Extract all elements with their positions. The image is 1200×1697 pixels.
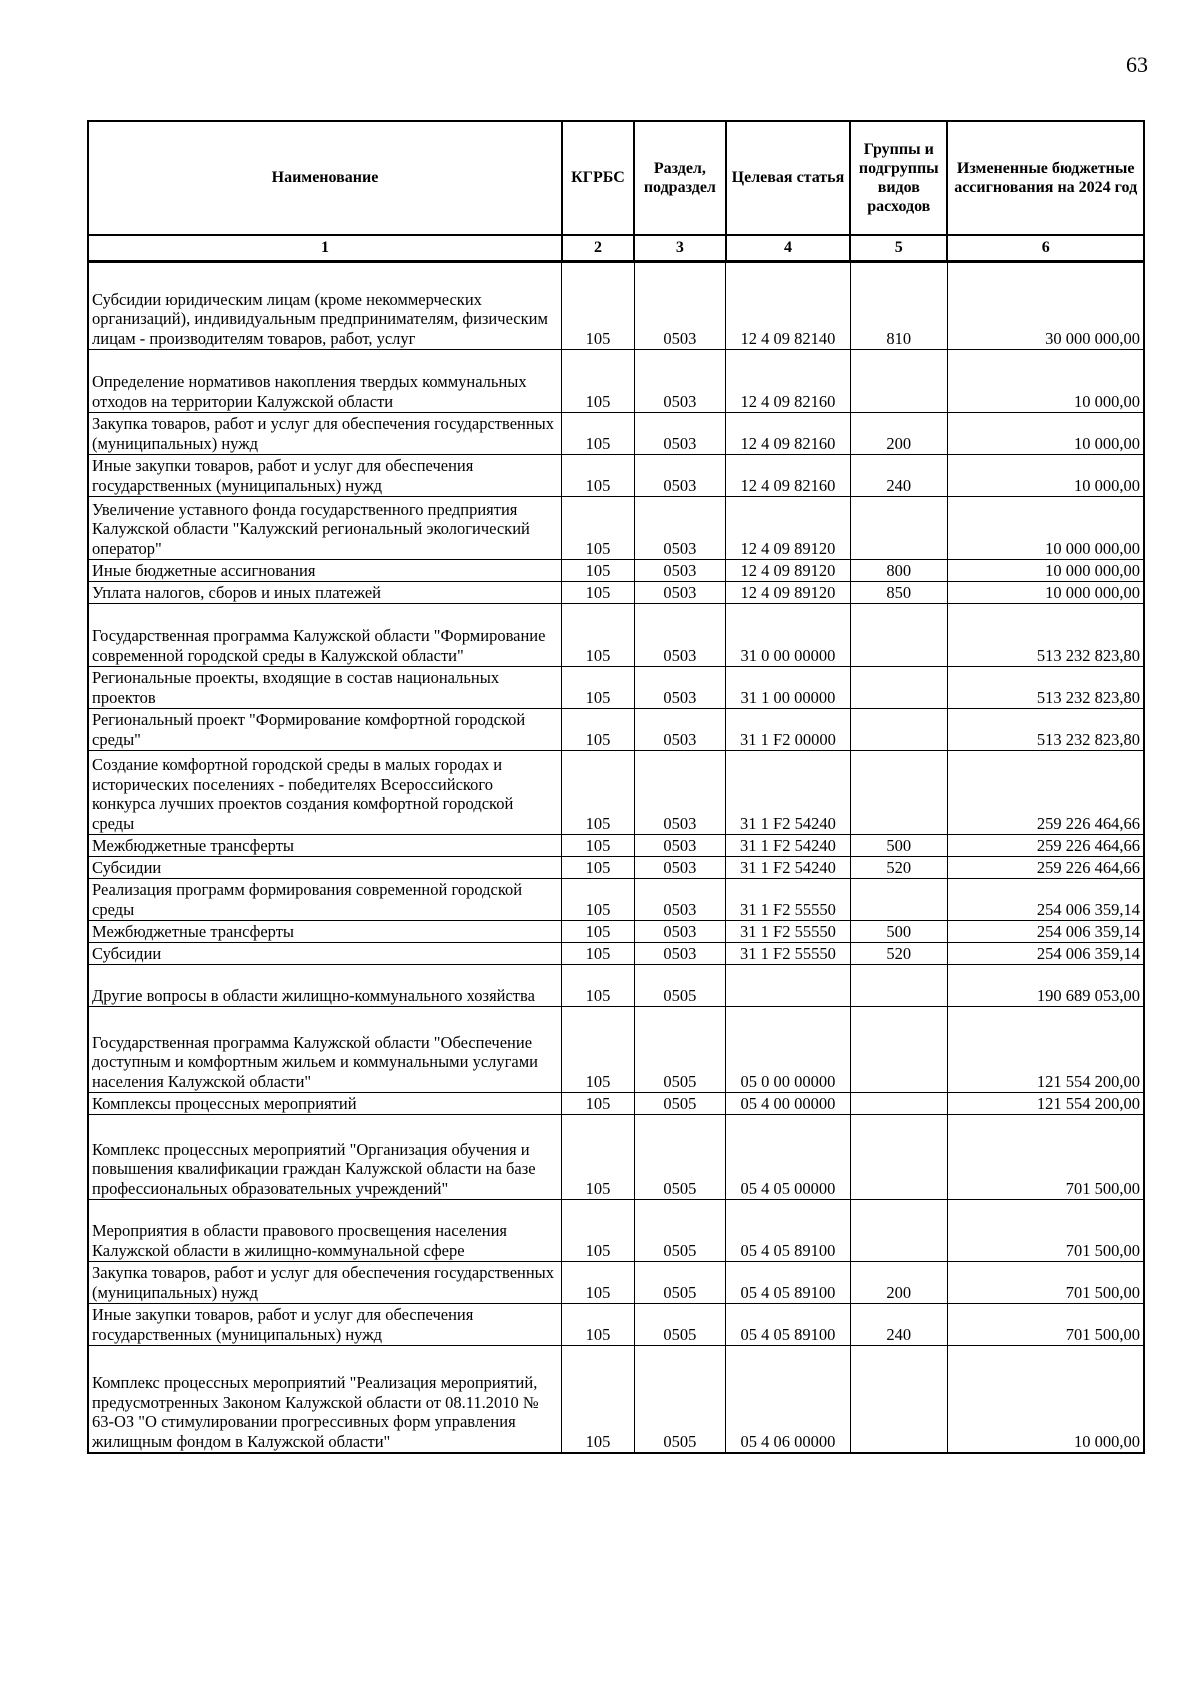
cell-kgrbs: 105 (562, 604, 634, 667)
cell-amount: 259 226 464,66 (947, 751, 1144, 835)
column-number-row (88, 235, 1144, 262)
table-row (88, 879, 1144, 921)
cell-expense-type (850, 1007, 947, 1093)
cell-target-article: 31 1 F2 54240 (726, 751, 850, 835)
cell-kgrbs: 105 (562, 413, 634, 455)
cell-kgrbs: 105 (562, 1346, 634, 1454)
cell-target-article: 12 4 09 89120 (726, 582, 850, 604)
table-row (88, 1200, 1144, 1262)
cell-target-article (726, 965, 850, 1007)
cell-expense-type (850, 965, 947, 1007)
cell-name: Субсидии юридическим лицам (кроме некоммерческих организаций), индивидуальным предпринимателям, физическим лицам - производителям товаров, работ, услуг (88, 262, 562, 350)
cell-section: 0503 (634, 921, 726, 943)
cell-section: 0505 (634, 1304, 726, 1346)
cell-target-article: 05 4 00 00000 (726, 1093, 850, 1115)
cell-target-article: 12 4 09 82160 (726, 350, 850, 413)
cell-kgrbs: 105 (562, 1200, 634, 1262)
cell-target-article: 31 0 00 00000 (726, 604, 850, 667)
cell-section: 0503 (634, 604, 726, 667)
cell-expense-type: 200 (850, 1262, 947, 1304)
cell-name: Государственная программа Калужской области "Обеспечение доступным и комфортным жильем и коммунальными услугами населения Калужской области" (88, 1007, 562, 1093)
cell-name: Создание комфортной городской среды в малых городах и исторических поселениях - победителях Всероссийского конкурса лучших проектов создания комфортной городской среды (88, 751, 562, 835)
cell-expense-type (850, 350, 947, 413)
cell-expense-type (850, 709, 947, 751)
header-expense-type: Группы и подгруппы видов расходов (850, 121, 947, 235)
cell-kgrbs: 105 (562, 582, 634, 604)
cell-expense-type: 810 (850, 262, 947, 350)
cell-amount: 701 500,00 (947, 1304, 1144, 1346)
header-section: Раздел, подраздел (634, 121, 726, 235)
cell-amount: 121 554 200,00 (947, 1093, 1144, 1115)
cell-amount: 701 500,00 (947, 1262, 1144, 1304)
cell-name: Иные бюджетные ассигнования (88, 560, 562, 582)
cell-section: 0505 (634, 1200, 726, 1262)
cell-name: Закупка товаров, работ и услуг для обеспечения государственных (муниципальных) нужд (88, 1262, 562, 1304)
cell-amount: 259 226 464,66 (947, 835, 1144, 857)
cell-target-article: 31 1 F2 54240 (726, 835, 850, 857)
table-row (88, 560, 1144, 582)
cell-kgrbs: 105 (562, 943, 634, 965)
cell-section: 0503 (634, 413, 726, 455)
cell-expense-type: 520 (850, 943, 947, 965)
cell-amount: 10 000,00 (947, 350, 1144, 413)
cell-amount: 513 232 823,80 (947, 667, 1144, 709)
table-row (88, 943, 1144, 965)
column-number: 3 (634, 235, 726, 262)
cell-target-article: 31 1 F2 55550 (726, 921, 850, 943)
cell-name: Комплексы процессных мероприятий (88, 1093, 562, 1115)
cell-expense-type (850, 1200, 947, 1262)
cell-section: 0503 (634, 262, 726, 350)
cell-amount: 121 554 200,00 (947, 1007, 1144, 1093)
cell-target-article: 05 4 05 00000 (726, 1115, 850, 1200)
cell-name: Закупка товаров, работ и услуг для обеспечения государственных (муниципальных) нужд (88, 413, 562, 455)
cell-amount: 513 232 823,80 (947, 709, 1144, 751)
cell-section: 0505 (634, 1262, 726, 1304)
cell-target-article: 12 4 09 89120 (726, 497, 850, 560)
cell-section: 0505 (634, 965, 726, 1007)
cell-name: Определение нормативов накопления твердых коммунальных отходов на территории Калужской области (88, 350, 562, 413)
cell-name: Субсидии (88, 857, 562, 879)
cell-section: 0505 (634, 1007, 726, 1093)
cell-target-article: 12 4 09 82160 (726, 455, 850, 497)
cell-section: 0505 (634, 1093, 726, 1115)
cell-kgrbs: 105 (562, 709, 634, 751)
cell-section: 0505 (634, 1346, 726, 1454)
cell-target-article: 05 4 06 00000 (726, 1346, 850, 1454)
cell-name: Субсидии (88, 943, 562, 965)
page-number: 63 (1126, 52, 1148, 77)
table-row (88, 835, 1144, 857)
cell-section: 0503 (634, 497, 726, 560)
column-number: 6 (947, 235, 1144, 262)
cell-kgrbs: 105 (562, 1262, 634, 1304)
cell-section: 0503 (634, 857, 726, 879)
table-row (88, 709, 1144, 751)
cell-amount: 254 006 359,14 (947, 943, 1144, 965)
cell-amount: 701 500,00 (947, 1200, 1144, 1262)
cell-kgrbs: 105 (562, 667, 634, 709)
table-row (88, 455, 1144, 497)
table-row (88, 1262, 1144, 1304)
cell-kgrbs: 105 (562, 1115, 634, 1200)
column-number: 5 (850, 235, 947, 262)
cell-amount: 254 006 359,14 (947, 879, 1144, 921)
cell-name: Комплекс процессных мероприятий "Реализация мероприятий, предусмотренных Законом Калужской области от 08.11.2010 № 63-ОЗ "О стимулировании прогрессивных форм управления жилищным фондом в Калужской области" (88, 1346, 562, 1454)
cell-expense-type (850, 879, 947, 921)
cell-expense-type: 240 (850, 455, 947, 497)
table-row (88, 582, 1144, 604)
cell-name: Иные закупки товаров, работ и услуг для обеспечения государственных (муниципальных) нужд (88, 1304, 562, 1346)
cell-section: 0503 (634, 751, 726, 835)
cell-expense-type: 200 (850, 413, 947, 455)
cell-section: 0503 (634, 835, 726, 857)
cell-target-article: 12 4 09 89120 (726, 560, 850, 582)
cell-section: 0503 (634, 455, 726, 497)
cell-kgrbs: 105 (562, 262, 634, 350)
cell-section: 0503 (634, 709, 726, 751)
cell-expense-type: 500 (850, 921, 947, 943)
cell-amount: 10 000,00 (947, 1346, 1144, 1454)
cell-expense-type (850, 1093, 947, 1115)
cell-target-article: 31 1 F2 00000 (726, 709, 850, 751)
cell-amount: 254 006 359,14 (947, 921, 1144, 943)
cell-target-article: 31 1 00 00000 (726, 667, 850, 709)
cell-name: Увеличение уставного фонда государственного предприятия Калужской области "Калужский региональный экологический оператор" (88, 497, 562, 560)
table-row (88, 965, 1144, 1007)
header-kgrbs: КГРБС (562, 121, 634, 235)
cell-target-article: 12 4 09 82160 (726, 413, 850, 455)
cell-name: Иные закупки товаров, работ и услуг для обеспечения государственных (муниципальных) нужд (88, 455, 562, 497)
cell-target-article: 05 4 05 89100 (726, 1200, 850, 1262)
cell-section: 0505 (634, 1115, 726, 1200)
header-name: Наименование (88, 121, 562, 235)
table-row (88, 1093, 1144, 1115)
table-row (88, 1007, 1144, 1093)
cell-kgrbs: 105 (562, 350, 634, 413)
table-row (88, 857, 1144, 879)
cell-kgrbs: 105 (562, 455, 634, 497)
table-row (88, 1346, 1144, 1454)
cell-amount: 190 689 053,00 (947, 965, 1144, 1007)
cell-target-article: 05 4 05 89100 (726, 1304, 850, 1346)
cell-target-article: 31 1 F2 55550 (726, 943, 850, 965)
cell-name: Региональный проект "Формирование комфортной городской среды" (88, 709, 562, 751)
cell-section: 0503 (634, 582, 726, 604)
cell-name: Мероприятия в области правового просвещения населения Калужской области в жилищно-коммунальной сфере (88, 1200, 562, 1262)
cell-kgrbs: 105 (562, 835, 634, 857)
cell-expense-type (850, 604, 947, 667)
cell-amount: 10 000,00 (947, 455, 1144, 497)
table-header-row (88, 121, 1144, 235)
cell-kgrbs: 105 (562, 1007, 634, 1093)
table-row (88, 604, 1144, 667)
cell-expense-type: 800 (850, 560, 947, 582)
cell-section: 0503 (634, 560, 726, 582)
cell-kgrbs: 105 (562, 921, 634, 943)
cell-section: 0503 (634, 879, 726, 921)
cell-name: Уплата налогов, сборов и иных платежей (88, 582, 562, 604)
budget-table (87, 120, 1145, 1454)
cell-name: Межбюджетные трансферты (88, 921, 562, 943)
cell-amount: 30 000 000,00 (947, 262, 1144, 350)
table-row (88, 413, 1144, 455)
cell-section: 0503 (634, 667, 726, 709)
cell-amount: 10 000 000,00 (947, 582, 1144, 604)
cell-expense-type: 520 (850, 857, 947, 879)
cell-expense-type (850, 497, 947, 560)
cell-expense-type (850, 667, 947, 709)
cell-target-article: 05 0 00 00000 (726, 1007, 850, 1093)
column-number: 4 (726, 235, 850, 262)
table-row (88, 1115, 1144, 1200)
table-row (88, 497, 1144, 560)
table-row (88, 921, 1144, 943)
cell-amount: 10 000,00 (947, 413, 1144, 455)
cell-target-article: 31 1 F2 54240 (726, 857, 850, 879)
table-row (88, 350, 1144, 413)
cell-kgrbs: 105 (562, 497, 634, 560)
cell-amount: 10 000 000,00 (947, 497, 1144, 560)
cell-kgrbs: 105 (562, 857, 634, 879)
cell-amount: 10 000 000,00 (947, 560, 1144, 582)
cell-section: 0503 (634, 943, 726, 965)
header-amount: Измененные бюджетные ассигнования на 2024 год (947, 121, 1144, 235)
cell-amount: 701 500,00 (947, 1115, 1144, 1200)
cell-kgrbs: 105 (562, 1093, 634, 1115)
cell-kgrbs: 105 (562, 751, 634, 835)
header-target-article: Целевая статья (726, 121, 850, 235)
cell-kgrbs: 105 (562, 965, 634, 1007)
cell-amount: 259 226 464,66 (947, 857, 1144, 879)
table-row (88, 1304, 1144, 1346)
cell-expense-type: 240 (850, 1304, 947, 1346)
cell-name: Другие вопросы в области жилищно-коммунального хозяйства (88, 965, 562, 1007)
cell-amount: 513 232 823,80 (947, 604, 1144, 667)
cell-name: Региональные проекты, входящие в состав национальных проектов (88, 667, 562, 709)
cell-target-article: 12 4 09 82140 (726, 262, 850, 350)
cell-expense-type: 850 (850, 582, 947, 604)
cell-name: Реализация программ формирования современной городской среды (88, 879, 562, 921)
cell-kgrbs: 105 (562, 879, 634, 921)
cell-expense-type (850, 751, 947, 835)
column-number: 2 (562, 235, 634, 262)
table-body (88, 262, 1144, 1454)
cell-section: 0503 (634, 350, 726, 413)
cell-target-article: 05 4 05 89100 (726, 1262, 850, 1304)
cell-kgrbs: 105 (562, 560, 634, 582)
column-number: 1 (88, 235, 562, 262)
cell-expense-type (850, 1346, 947, 1454)
cell-expense-type (850, 1115, 947, 1200)
cell-target-article: 31 1 F2 55550 (726, 879, 850, 921)
cell-kgrbs: 105 (562, 1304, 634, 1346)
table-row (88, 751, 1144, 835)
table-row (88, 667, 1144, 709)
cell-expense-type: 500 (850, 835, 947, 857)
cell-name: Межбюджетные трансферты (88, 835, 562, 857)
cell-name: Государственная программа Калужской области "Формирование современной городской среды в Калужской области" (88, 604, 562, 667)
cell-name: Комплекс процессных мероприятий "Организация обучения и повышения квалификации граждан Калужской области на базе профессиональных образовательных учреждений" (88, 1115, 562, 1200)
table-row (88, 262, 1144, 350)
